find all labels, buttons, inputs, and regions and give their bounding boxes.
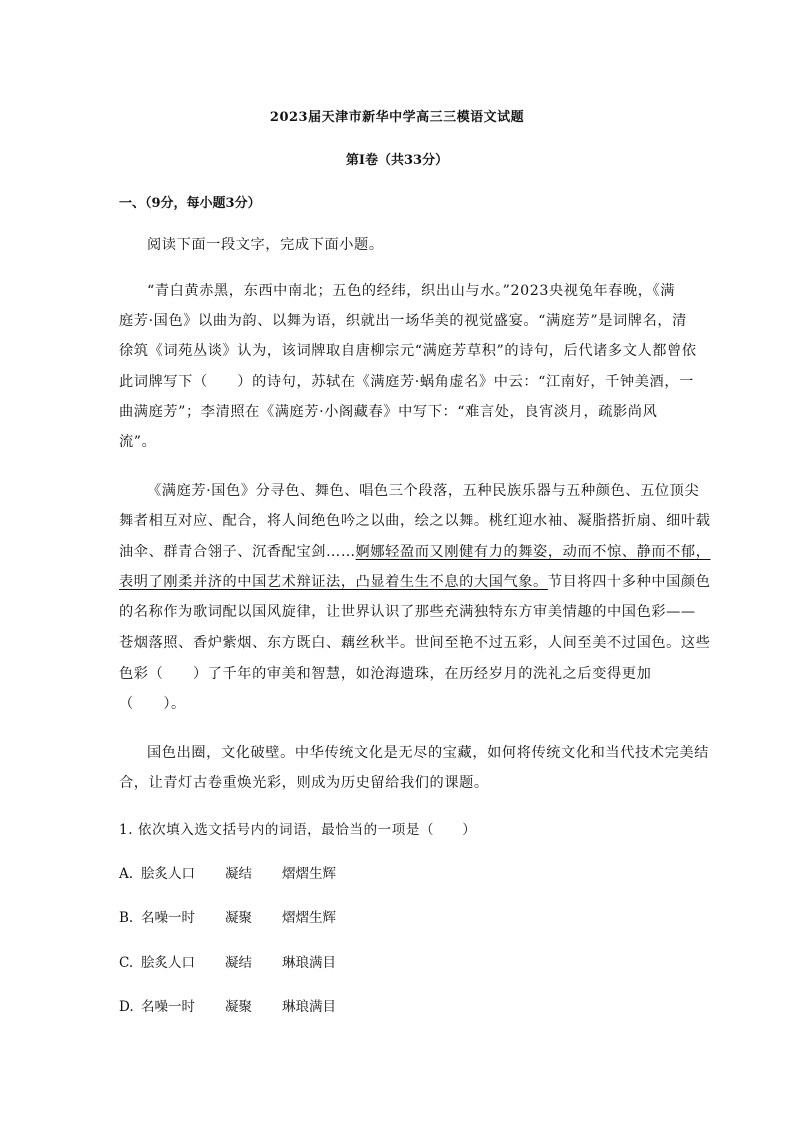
option-word: 名噪一时 bbox=[141, 910, 195, 926]
option-word: 名噪一时 bbox=[141, 999, 195, 1015]
paragraph-3-line: 合，让青灯古卷重焕光彩，则成为历史留给我们的课题。 bbox=[119, 775, 489, 791]
paragraph-1-line: 庭芳·国色》以曲为韵、以舞为语，织就出一场华美的视觉盛宴。“满庭芳”是词牌名，清 bbox=[119, 313, 687, 329]
paragraph-2-line: 的名称作为歌词配以国风旋律，让世界认识了那些充满独特东方审美情趣的中国色彩—— bbox=[119, 604, 696, 620]
paragraph-2-line: 舞者相互对应、配合，将人间绝色吟之以曲，绘之以舞。桃红迎水袖、凝脂搭折扇、细叶载 bbox=[119, 513, 711, 529]
option-word: 熠熠生辉 bbox=[282, 866, 336, 882]
option-word: 凝结 bbox=[225, 955, 252, 971]
paragraph-2-line: 色彩（ ）了千年的审美和智慧，如沧海遗珠，在历经岁月的洗礼之后变得更加 bbox=[119, 666, 652, 682]
underlined-sentence: 婀娜轻盈而又刚健有力的舞姿，动而不惊、静而不郁， bbox=[355, 544, 711, 560]
option-word: 凝聚 bbox=[225, 999, 252, 1015]
paragraph-2-text: 节目将四十多种中国颜色 bbox=[547, 574, 711, 590]
paragraph-2-line: 《满庭芳·国色》分寻色、舞色、唱色三个段落，五种民族乐器与五种颜色、五位顶尖 bbox=[147, 483, 700, 499]
option-word: 琳琅满目 bbox=[282, 955, 336, 971]
section-heading: 一、（9分，每小题3分） bbox=[119, 196, 261, 211]
paragraph-2-text: 油伞、群青合翎子、沉香配宝剑…… bbox=[119, 544, 356, 560]
paragraph-1-line: “青白黄赤黑，东西中南北；五色的经纬，织出山与水。”2023央视兔年春晚，《满 bbox=[147, 283, 676, 299]
option-b bbox=[119, 908, 336, 928]
instruction-text: 阅读下面一段文字，完成下面小题。 bbox=[147, 237, 384, 253]
document-title: 2023届天津市新华中学高三三模语文试题 bbox=[269, 110, 525, 125]
option-word: 凝结 bbox=[225, 866, 252, 882]
option-letter: C. bbox=[119, 955, 134, 971]
paragraph-2-line bbox=[119, 572, 711, 592]
option-word: 凝聚 bbox=[225, 910, 252, 926]
option-c bbox=[119, 953, 336, 973]
option-d bbox=[119, 997, 336, 1017]
paragraph-1-line: 此词牌写下（ ）的诗句，苏轼在《满庭芳·蜗角虚名》中云：“江南好，千钟美酒，一 bbox=[119, 374, 694, 390]
option-letter: A. bbox=[119, 866, 134, 882]
option-word: 熠熠生辉 bbox=[282, 910, 336, 926]
option-letter: D. bbox=[119, 999, 134, 1015]
option-word: 脍炙人口 bbox=[141, 955, 195, 971]
paragraph-2-line bbox=[119, 542, 711, 562]
option-a bbox=[119, 864, 336, 884]
paragraph-2-line: （ ）。 bbox=[119, 696, 186, 712]
paragraph-3-line: 国色出圈，文化破壁。中华传统文化是无尽的宝藏，如何将传统文化和当代技术完美结 bbox=[147, 745, 709, 761]
paragraph-2-line: 苍烟落照、香炉紫烟、东方既白、藕丝秋半。世间至艳不过五彩，人间至美不过国色。这些 bbox=[119, 635, 711, 651]
underlined-sentence: 表明了刚柔并济的中国艺术辩证法，凸显着生生不息的大国气象。 bbox=[119, 574, 548, 590]
option-word: 脍炙人口 bbox=[141, 866, 195, 882]
paragraph-1-line: 徐筑《词苑丛谈》认为，该词牌取自唐柳宗元“满庭芳草积”的诗句，后代诸多文人都曾依 bbox=[119, 343, 697, 359]
volume-heading: 第Ⅰ卷（共33分） bbox=[345, 153, 449, 168]
option-letter: B. bbox=[119, 910, 134, 926]
paragraph-1-line: 流”。 bbox=[119, 434, 157, 450]
option-word: 琳琅满目 bbox=[282, 999, 336, 1015]
paragraph-1-line: 曲满庭芳”；李清照在《满庭芳·小阁藏春》中写下：“难言处，良宵淡月，疏影尚风 bbox=[119, 404, 658, 420]
question-1: 1. 依次填入选文括号内的词语，最恰当的一项是（ ） bbox=[119, 822, 477, 838]
